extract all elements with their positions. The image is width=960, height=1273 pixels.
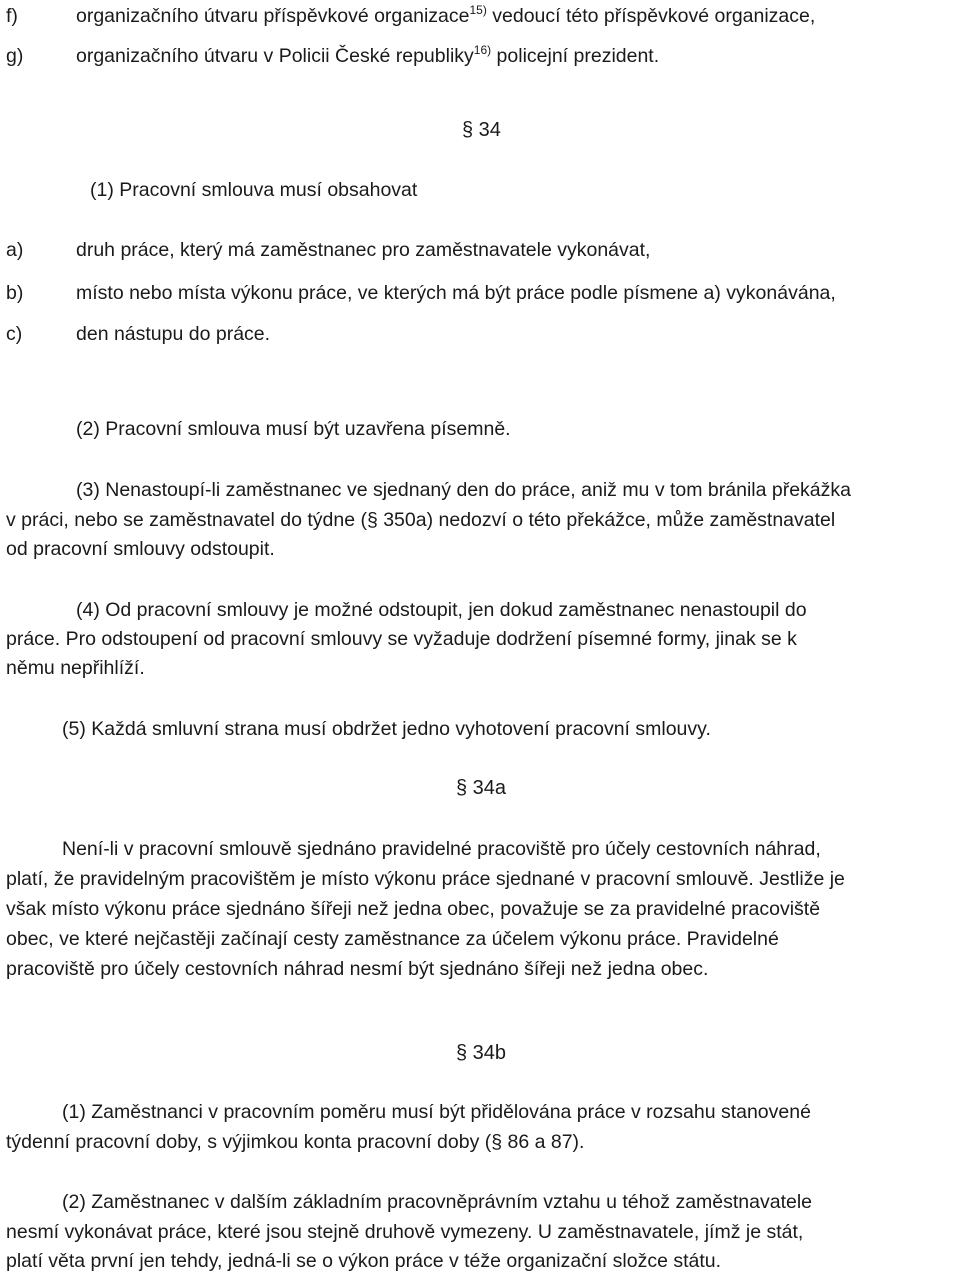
s34-paragraph-4-line-1: (4) Od pracovní smlouvy je možné odstoupit, jen dokud zaměstnanec nenastoupil do <box>76 599 807 621</box>
list-item-f-after: vedoucí této příspěvkové organizace, <box>486 5 816 27</box>
s34-item-b: místo nebo místa výkonu práce, ve kterých má být práce podle písmene a) vykonávána, <box>76 282 836 304</box>
list-label-f: f) <box>6 5 18 27</box>
footnote-ref-16: 16) <box>473 43 492 57</box>
list-label-g: g) <box>6 45 24 67</box>
s34b-paragraph-2-line-2: nesmí vykonávat práce, které jsou stejně druhově vymezeny. U zaměstnavatele, jímž je stát, <box>6 1221 804 1243</box>
list-item-f <box>76 4 815 28</box>
s34-paragraph-3-line-1: (3) Nenastoupí-li zaměstnanec ve sjednaný den do práce, aniž mu v tom bránila překážka <box>76 479 851 501</box>
s34-item-label-b: b) <box>6 282 24 304</box>
footnote-ref-15: 15) <box>469 3 487 17</box>
s34-paragraph-5: (5) Každá smluvní strana musí obdržet jedno vyhotovení pracovní smlouvy. <box>62 718 711 740</box>
s34a-line-5: pracoviště pro účely cestovních náhrad nesmí být sjednáno šířeji než jedna obec. <box>6 958 709 980</box>
s34b-paragraph-1-line-2: týdenní pracovní doby, s výjimkou konta pracovní doby (§ 86 a 87). <box>6 1131 585 1153</box>
section-heading-34: § 34 <box>462 119 501 141</box>
list-item-g <box>76 44 659 68</box>
s34-item-c: den nástupu do práce. <box>76 323 271 345</box>
list-item-f-text: organizačního útvaru příspěvkové organizace <box>76 5 470 27</box>
s34-paragraph-4-line-3: němu nepřihlíží. <box>6 657 145 679</box>
s34a-line-4: obec, ve které nejčastěji začínají cesty zaměstnance za účelem výkonu práce. Pravidelné <box>6 928 779 950</box>
s34-item-label-a: a) <box>6 239 24 261</box>
section-heading-34a: § 34a <box>456 777 507 799</box>
s34-paragraph-4-line-2: práce. Pro odstoupení od pracovní smlouvy se vyžaduje dodržení písemné formy, jinak se k <box>6 628 797 650</box>
s34-paragraph-3-line-3: od pracovní smlouvy odstoupit. <box>6 538 275 560</box>
s34-paragraph-1-intro: (1) Pracovní smlouva musí obsahovat <box>90 179 418 201</box>
s34a-line-3: však místo výkonu práce sjednáno šířeji než jedna obec, považuje se za pravidelné pracoviště <box>6 898 821 920</box>
list-item-g-text: organizačního útvaru v Policii České republiky <box>76 45 474 67</box>
list-item-g-after: policejní prezident. <box>491 45 660 67</box>
s34a-line-2: platí, že pravidelným pracovištěm je místo výkonu práce sjednané v pracovní smlouvě. Jestliže je <box>6 868 845 890</box>
s34-paragraph-2: (2) Pracovní smlouva musí být uzavřena písemně. <box>76 418 511 440</box>
section-heading-34b: § 34b <box>456 1042 507 1064</box>
s34-item-label-c: c) <box>6 323 23 345</box>
s34-item-a: druh práce, který má zaměstnanec pro zaměstnavatele vykonávat, <box>76 239 651 261</box>
s34a-line-1: Není-li v pracovní smlouvě sjednáno pravidelné pracoviště pro účely cestovních náhrad, <box>62 838 821 860</box>
s34b-paragraph-1-line-1: (1) Zaměstnanci v pracovním poměru musí být přidělována práce v rozsahu stanovené <box>62 1101 811 1123</box>
s34b-paragraph-2-line-1: (2) Zaměstnanec v dalším základním pracovněprávním vztahu u téhož zaměstnavatele <box>62 1191 813 1213</box>
s34-paragraph-3-line-2: v práci, nebo se zaměstnavatel do týdne (§ 350a) nedozví o této překážce, může zaměstnavatel <box>6 509 836 531</box>
s34b-paragraph-2-line-3: platí věta první jen tehdy, jedná-li se o výkon práce v téže organizační složce státu. <box>6 1250 722 1272</box>
